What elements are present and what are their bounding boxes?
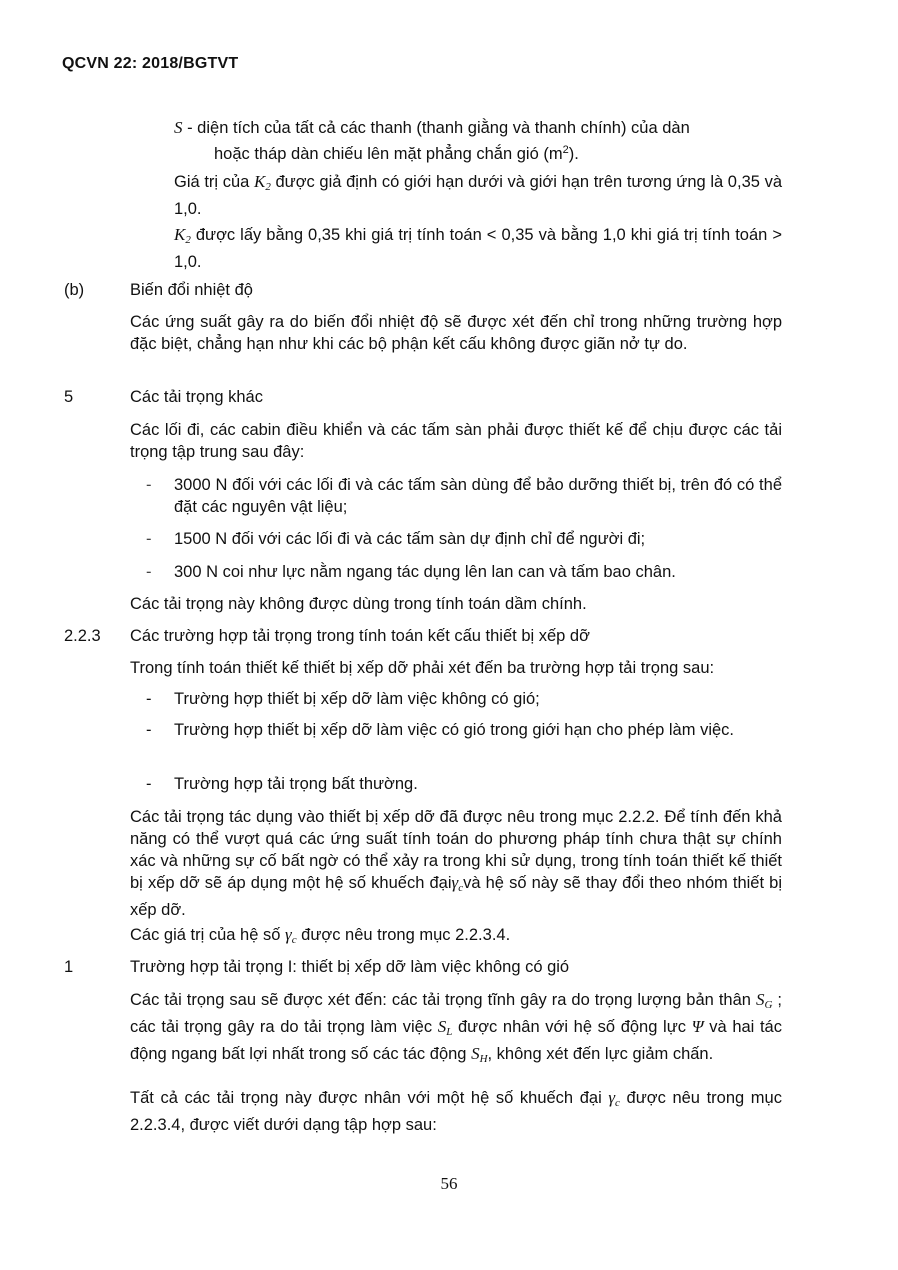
- sh-subscript: H: [479, 1053, 488, 1065]
- k2-rule-text: được lấy bằng 0,35 khi giá trị tính toán < 0,35 và bằng 1,0 khi giá trị tính toán > 1,0.: [174, 226, 782, 271]
- load-combination-text-b: được nêu trong mục 2.2.3.4, được viết dưới dạng tập hợp sau:: [130, 1089, 782, 1134]
- load-case-text-b: ; các tải trọng gây ra do tải trọng làm việc: [130, 991, 782, 1036]
- section-1-number: 1: [64, 958, 74, 976]
- section-b-title: Biến đổi nhiệt độ: [130, 281, 253, 299]
- list-bullet: -: [146, 530, 152, 548]
- load-case-text-a: Các tải trọng sau sẽ được xét đến: các tải trọng tĩnh gây ra do trọng lượng bản thân: [130, 991, 756, 1009]
- section-5-intro: Các lối đi, các cabin điều khiển và các tấm sàn phải được thiết kế để chịu được các tải trọng tập trung sau đây:: [130, 421, 782, 461]
- list-item: Trường hợp thiết bị xếp dỡ làm việc có gió trong giới hạn cho phép làm việc.: [174, 721, 734, 739]
- psi-symbol: Ψ: [691, 1017, 704, 1036]
- k2-rule-paragraph: [174, 224, 782, 273]
- list-bullet: -: [146, 476, 152, 494]
- section-b-body: Các ứng suất gây ra do biến đổi nhiệt độ sẽ được xét đến chỉ trong những trường hợp đặc biệt, chẳng hạn như khi các bộ phận kết cấu không được giãn nở tự do.: [130, 313, 782, 353]
- section-223-title: Các trường hợp tải trọng trong tính toán kết cấu thiết bị xếp dỡ: [130, 627, 590, 645]
- gamma-symbol: γ: [608, 1088, 616, 1107]
- page-number: 56: [440, 1174, 458, 1193]
- s-definition-line2: hoặc tháp dàn chiếu lên mặt phẳng chắn gió (m: [214, 145, 563, 163]
- gamma-symbol: γ: [285, 925, 292, 944]
- list-item: 300 N coi như lực nằm ngang tác dụng lên lan can và tấm bao chân.: [174, 563, 676, 581]
- k2-text-a: Giá trị của: [174, 173, 254, 191]
- s-definition-line2-end: ).: [568, 145, 579, 163]
- sg-subscript: G: [764, 999, 773, 1011]
- amplification-text-b: và hệ số này sẽ thay đổi theo nhóm thiết bị xếp dỡ.: [130, 874, 783, 919]
- list-bullet: -: [146, 690, 152, 708]
- load-case-text-e: , không xét đến lực giảm chấn.: [487, 1045, 714, 1063]
- k2-symbol: K: [174, 225, 186, 244]
- section-223-intro: Trong tính toán thiết kế thiết bị xếp dỡ phải xét đến ba trường hợp tải trọng sau:: [130, 659, 715, 677]
- load-combination-paragraph: [130, 1087, 782, 1136]
- k2-symbol: K: [253, 172, 266, 191]
- load-case-text-c: được nhân với hệ số động lực: [452, 1018, 692, 1036]
- gamma-values-text-b: được nêu trong mục 2.2.3.4.: [296, 926, 511, 944]
- gamma-subscript: c: [615, 1097, 620, 1109]
- gamma-subscript: c: [291, 934, 297, 946]
- list-item: 3000 N đối với các lối đi và các tấm sàn dùng để bảo dưỡng thiết bị, trên đó có thể đặt các nguyên vật liệu;: [174, 476, 782, 516]
- s-definition: [174, 117, 782, 165]
- list-bullet: -: [146, 721, 152, 739]
- load-case-1-paragraph: [130, 989, 782, 1070]
- document-code-header: QCVN 22: 2018/BGTVT: [62, 55, 239, 72]
- sl-symbol: S: [437, 1017, 447, 1036]
- gamma-subscript: c: [458, 882, 464, 894]
- list-bullet: -: [146, 563, 152, 581]
- sg-symbol: S: [755, 990, 765, 1009]
- gamma-symbol: γ: [451, 873, 459, 892]
- load-combination-text-a: Tất cả các tải trọng này được nhân với một hệ số khuếch đại: [130, 1089, 609, 1107]
- amplification-text-a: Các tải trọng tác dụng vào thiết bị xếp dỡ đã được nêu trong mục 2.2.2. Để tính đến khả năng có thể vượt quá các ứng suất tính toán do phương pháp tính chưa thật sự chính xác và những sự cố bất ngờ có thể xảy ra trong khi sử dụng, trong tính toán thiết kế thiết bị xếp dỡ sẽ áp dụng một hệ số khuếch đại: [130, 808, 782, 892]
- load-case-text-d: và hai tác động ngang bất lợi nhất trong số các tác động: [130, 1018, 782, 1063]
- sl-subscript: L: [446, 1026, 453, 1038]
- section-5-number: 5: [64, 388, 74, 406]
- s-symbol: S: [174, 118, 183, 137]
- section-1-title: Trường hợp tải trọng I: thiết bị xếp dỡ làm việc không có gió: [130, 958, 570, 976]
- gamma-values-text-a: Các giá trị của hệ số: [130, 926, 285, 944]
- gamma-values-paragraph: [130, 924, 782, 951]
- k2-limits-paragraph: [174, 171, 782, 220]
- list-bullet: -: [146, 775, 152, 793]
- section-5-outro: Các tải trọng này không được dùng trong tính toán dầm chính.: [130, 595, 587, 613]
- section-5-title: Các tải trọng khác: [130, 388, 263, 406]
- k2-subscript: 2: [265, 181, 271, 193]
- s-definition-line1: - diện tích của tất cả các thanh (thanh giằng và thanh chính) của dàn: [187, 119, 690, 137]
- sh-symbol: S: [471, 1044, 480, 1063]
- k2-subscript: 2: [185, 234, 191, 246]
- section-223-number: 2.2.3: [64, 627, 101, 645]
- list-item: Trường hợp tải trọng bất thường.: [174, 775, 418, 793]
- section-b-number: (b): [64, 281, 85, 299]
- k2-text-b: được giả định có giới hạn dưới và giới hạn trên tương ứng là 0,35 và 1,0.: [174, 173, 783, 218]
- list-item: Trường hợp thiết bị xếp dỡ làm việc không có gió;: [174, 690, 540, 708]
- list-item: 1500 N đối với các lối đi và các tấm sàn dự định chỉ để người đi;: [174, 530, 646, 548]
- amplification-factor-paragraph: [130, 806, 782, 921]
- unit-superscript: 2: [562, 144, 569, 156]
